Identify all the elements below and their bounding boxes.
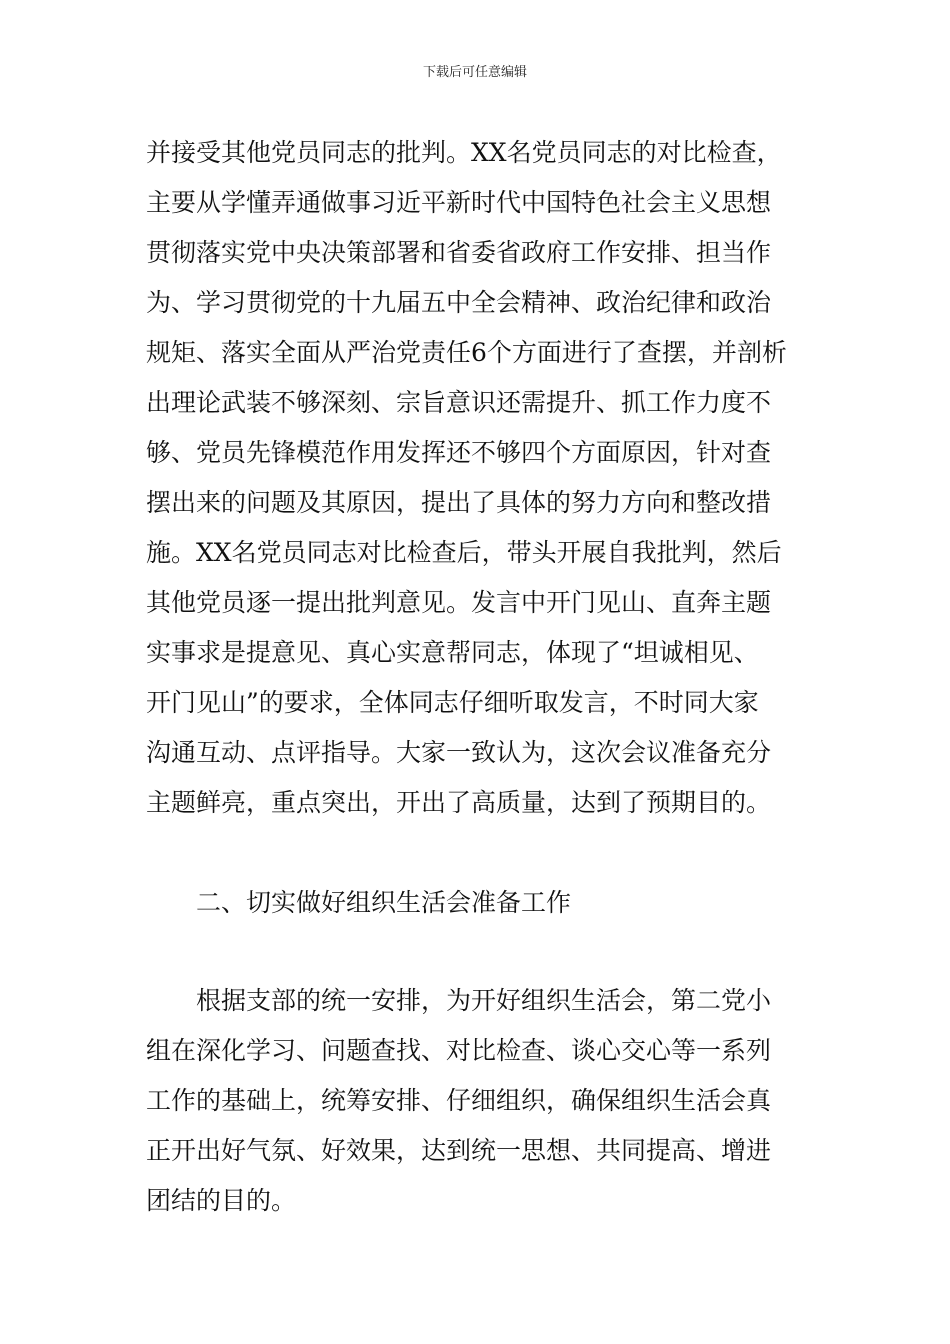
- section-spacer: [146, 928, 808, 976]
- paragraph-line: 其他党员逐一提出批判意见。发言中开门见山、直奔主题: [146, 588, 772, 617]
- paragraph-line: 规矩、落实全面从严治党责任6个方面进行了查摆，并剖析: [146, 338, 787, 367]
- paragraph-line: 根据支部的统一安排，为开好组织生活会，第二党小: [146, 986, 772, 1015]
- paragraph-line: 团结的目的。: [146, 1186, 297, 1215]
- paragraph-line: 组在深化学习、问题查找、对比检查、谈心交心等一系列: [146, 1036, 772, 1065]
- paragraph-line: 沟通互动、点评指导。大家一致认为，这次会议准备充分: [146, 738, 772, 767]
- paragraph-line: 为、学习贯彻党的十九届五中全会精神、政治纪律和政治: [146, 288, 772, 317]
- paragraph-line: 正开出好气氛、好效果，达到统一思想、共同提高、增进: [146, 1136, 772, 1165]
- paragraph-1: [146, 128, 808, 828]
- paragraph-line: 实事求是提意见、真心实意帮同志，体现了“坦诚相见、: [146, 638, 759, 667]
- paragraph-line: 施。XX名党员同志对比检查后，带头开展自我批判，然后: [146, 538, 782, 567]
- paragraph-line: 够、党员先锋模范作用发挥还不够四个方面原因，针对查: [146, 438, 772, 467]
- paragraph-line: 摆出来的问题及其原因，提出了具体的努力方向和整改措: [146, 488, 772, 517]
- section-spacer: [146, 828, 808, 878]
- paragraph-line: 贯彻落实党中央决策部署和省委省政府工作安排、担当作: [146, 238, 772, 267]
- paragraph-line: 开门见山”的要求，全体同志仔细听取发言，不时同大家: [146, 688, 759, 717]
- paragraph-line: 出理论武装不够深刻、宗旨意识还需提升、抓工作力度不: [146, 388, 772, 417]
- document-body: [146, 128, 808, 1226]
- page-header-note: 下载后可任意编辑: [422, 65, 527, 80]
- paragraph-2: [146, 976, 808, 1226]
- paragraph-line: 主题鲜亮，重点突出，开出了高质量，达到了预期目的。: [146, 788, 772, 817]
- section-heading: 二、切实做好组织生活会准备工作: [196, 888, 572, 917]
- paragraph-line: 并接受其他党员同志的批判。XX名党员同志的对比检查，: [146, 138, 782, 167]
- paragraph-line: 工作的基础上，统筹安排、仔细组织，确保组织生活会真: [146, 1086, 772, 1115]
- paragraph-line: 主要从学懂弄通做事习近平新时代中国特色社会主义思想: [146, 188, 772, 217]
